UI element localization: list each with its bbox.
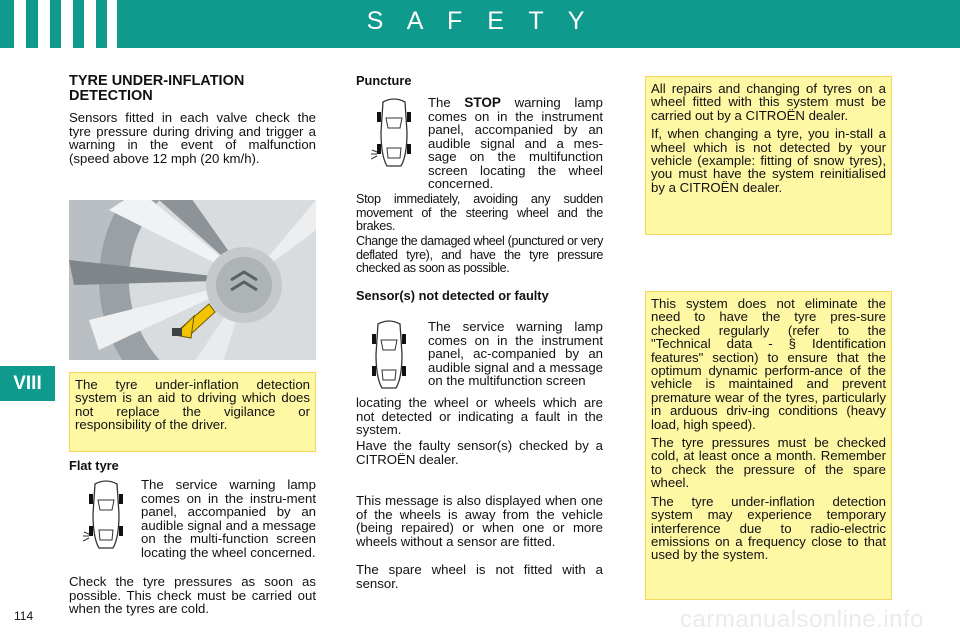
chapter-tab: VIII	[0, 366, 55, 401]
puncture-warning-text	[428, 96, 603, 191]
wheel-change-note-text: If, when changing a tyre, you in-stall a wheel which is not detected by your vehicle (example: fitting of snow tyres), you must have the system reinitialised by a CITROËN dealer.	[651, 126, 886, 195]
car-tyre-warning-icon	[366, 318, 412, 394]
section-title-line2: DETECTION	[69, 88, 153, 104]
note-text: The tyre under-inflation detection system is an aid to driving which does not replace the vigilance or responsibility of the driver.	[75, 377, 310, 433]
sensor-warning-continued: locating the wheel or wheels which are not detected or indicating a fault in the system.	[356, 395, 603, 437]
pressure-note-text: This system does not eliminate the need to have the tyre pres-sure checked regularly (refer to the "Technical data - § Identification features" section) to ensure that the optimum dynamic perform-ance of the vehicle is maintained and prevent premature wear of the tyres, particularly in arduous driv-ing conditions (heavy load, high speed).	[651, 296, 886, 432]
watermark: carmanualsonline.info	[680, 606, 924, 633]
sensor-warning-text: The service warning lamp comes on in the instrument panel, ac-companied by an audible signal and a message on the multifunction screen	[428, 319, 603, 388]
car-tyre-warning-icon	[83, 478, 129, 554]
header-bar	[0, 0, 960, 48]
cold-check-note-text: The tyre pressures must be checked cold, at least once a month. Remember to check the pressure of the spare wheel.	[651, 435, 886, 491]
puncture-change-text: Change the damaged wheel (punctured or very deflated tyre), and have the tyre pressure checked as soon as possible.	[356, 234, 603, 275]
subsection-title: Flat tyre	[69, 458, 119, 473]
spare-wheel-text: The spare wheel is not fitted with a sensor.	[356, 562, 603, 591]
page-title: S A F E T Y	[366, 7, 594, 35]
subsection-title: Puncture	[356, 73, 412, 88]
intro-paragraph: Sensors fitted in each valve check the tyre pressure during driving and trigger a warning in the event of malfunction (speed above 12 mph (20 km/h).	[69, 110, 316, 166]
repairs-note-text: All repairs and changing of tyres on a wheel fitted with this system must be carried out by a CITROËN dealer.	[651, 81, 886, 123]
sensor-message-text: This message is also displayed when one of the wheels is away from the vehicle (being repaired) or when one or more wheels without a sensor are fitted.	[356, 493, 603, 549]
car-tyre-warning-icon	[371, 96, 417, 172]
subsection-title: Sensor(s) not detected or faulty	[356, 288, 549, 303]
pressure-note-box	[645, 291, 892, 600]
interference-note-text: The tyre under-inflation detection system may experience temporary interference due to radio-electric emissions on a frequency close to that used by the system.	[651, 493, 886, 563]
wheel-illustration	[69, 200, 316, 360]
stop-label: STOP	[464, 95, 501, 110]
flat-tyre-check-text: Check the tyre pressures as soon as possible. This check must be carried out when the tyres are cold.	[69, 574, 316, 616]
sensor-dealer-text: Have the faulty sensor(s) checked by a CITROËN dealer.	[356, 438, 603, 467]
puncture-warning-body: warning lamp comes on in the instrument panel, accompanied by an audible signal and a mes-sage on the multifunction screen locating the wheel concerned.	[428, 95, 603, 191]
note-box	[69, 372, 316, 452]
repairs-note-box	[645, 76, 892, 235]
section-title-line1: TYRE UNDER-INFLATION	[69, 73, 245, 89]
page-number: 114	[14, 609, 34, 623]
puncture-the: The	[428, 95, 451, 110]
puncture-stop-text: Stop immediately, avoiding any sudden movement of the steering wheel and the brakes.	[356, 192, 603, 233]
wheel-photo	[69, 200, 316, 360]
section-title	[69, 74, 319, 104]
flat-tyre-warning-text: The service warning lamp comes on in the instru-ment panel, accompanied by an audible signal and a message on the multi-function screen locating the wheel concerned.	[141, 477, 316, 560]
